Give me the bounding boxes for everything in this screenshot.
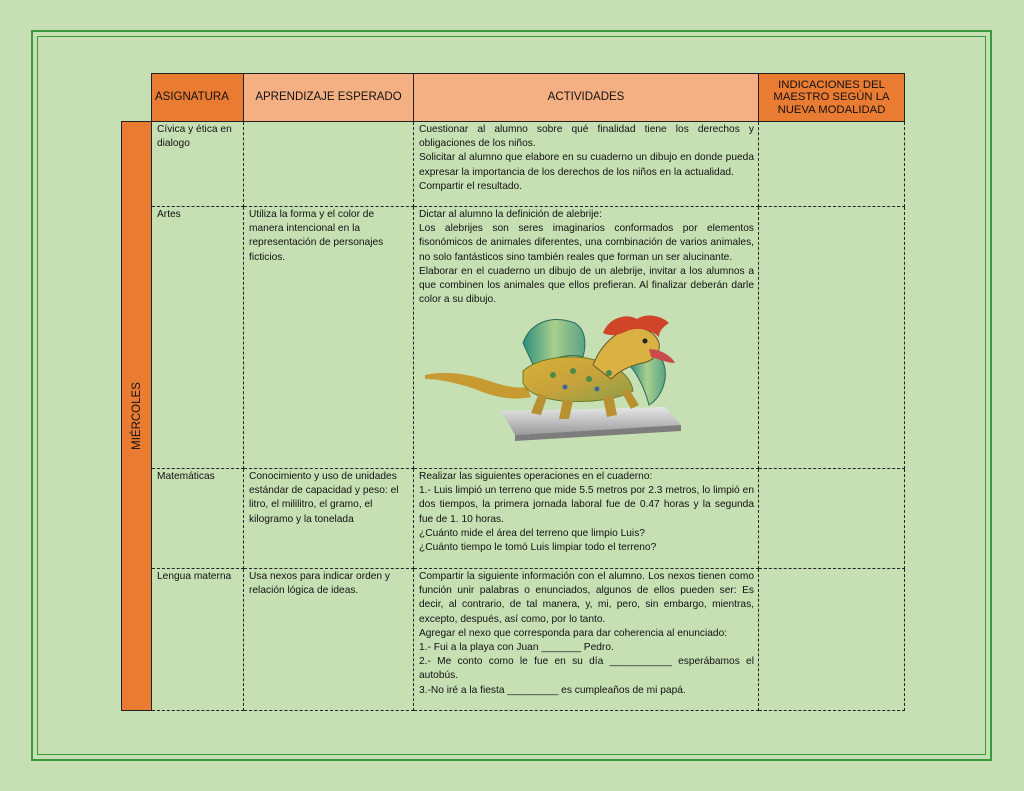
table-row [122,122,905,207]
header-activities: ACTIVIDADES [414,74,759,122]
subject-cell: Matemáticas [152,469,244,569]
alebrije-spot [595,387,600,392]
alebrije-spot [586,376,592,382]
header-expected-learning: APRENDIZAJE ESPERADO [244,74,414,122]
table-row [122,469,905,569]
activity-line: Solicitar al alumno que elabore en su cuaderno un dibujo en donde pueda expresar la importancia de los derechos de los niños en la actualidad. [419,152,754,178]
teacher-notes-cell [759,469,905,569]
activities-cell [414,469,759,569]
activities-cell [414,207,759,469]
activities-cell [414,569,759,711]
alebrije-eye [643,339,648,344]
expected-learning-cell: Usa nexos para indicar orden y relación lógica de ideas. [244,569,414,711]
alebrije-image [423,313,683,441]
subject-cell: Lengua materna [152,569,244,711]
expected-learning-cell: Conocimiento y uso de unidades estándar de capacidad y peso: el litro, el mililitro, el gramo, el kilogramo y la tonelada [244,469,414,569]
subject-cell: Artes [152,207,244,469]
teacher-notes-cell [759,207,905,469]
alebrije-tail [425,373,531,399]
activity-line: ¿Cuánto tiempo le tomó Luis limpiar todo el terreno? [419,542,657,554]
header-teacher-notes: INDICACIONES DEL MAESTRO SEGÚN LA NUEVA MODALIDAD [759,74,905,122]
day-label: MIÉRCOLES [130,382,143,450]
expected-learning-cell: Utiliza la forma y el color de manera intencional en la representación de personajes ficticios. [244,207,414,469]
activity-line: 1.- Fui a la playa con Juan _______ Pedro. [419,642,614,654]
alebrije-spot [606,370,612,376]
activity-line: 3.-No iré a la fiesta _________ es cumpleaños de mi papá. [419,684,686,696]
activity-line: ¿Cuánto mide el área del terreno que limpio Luis? [419,527,645,539]
activity-line: 1.- Luis limpió un terreno que mide 5.5 metros por 2.3 metros, lo limpió en dos tiempos, la primera jornada laboral fue de 0.47 horas y la segunda fue de 1. 10 horas. [419,485,754,525]
activities-cell [414,122,759,207]
alebrije-leg [621,389,639,409]
header-row [122,74,905,122]
header-subject: ASIGNATURA [152,74,244,122]
alebrije-spot [570,368,576,374]
activity-line: 2.- Me conto como le fue en su día ___________ esperábamos el autobús. [419,656,754,682]
activity-line: Los alebrijes son seres imaginarios conformados por elementos fisonómicos de animales diferentes, una combinación de varios animales, no solo fantásticos sino también reales que forman un ser alucinante. [419,223,754,263]
lesson-plan-table [121,73,905,711]
expected-learning-cell [244,122,414,207]
activity-line: Agregar el nexo que corresponda para dar coherencia al enunciado: [419,627,728,639]
teacher-notes-cell [759,569,905,711]
activity-line: Compartir el resultado. [419,180,523,192]
activity-line: Compartir la siguiente información con el alumno. Los nexos tienen como función unir palabras o enunciados, algunos de ellos pueden ser: Es decir, al contrario, de tal manera, y, mi, pero, sin embargo, mientras, excepto, después, así como, por lo tanto. [419,571,754,625]
table-row [122,207,905,469]
alebrije-spot [563,385,568,390]
header-spacer [122,74,152,122]
activity-line: Elaborar en el cuaderno un dibujo de un alebrije, invitar a los alumnos a que combinen los animales que ellos prefieran. Al finalizar deberán darle color a su dibujo. [419,265,754,306]
table-row [122,569,905,711]
alebrije-spot [550,372,556,378]
teacher-notes-cell [759,122,905,207]
subject-cell: Cívica y ética en dialogo [152,122,244,207]
day-cell [122,122,152,711]
activity-line: Realizar las siguientes operaciones en el cuaderno: [419,471,653,482]
activity-line: Dictar al alumno la definición de alebrije: [419,209,602,220]
activity-line: Cuestionar al alumno sobre qué finalidad tiene los derechos y obligaciones de los niños. [419,124,754,150]
